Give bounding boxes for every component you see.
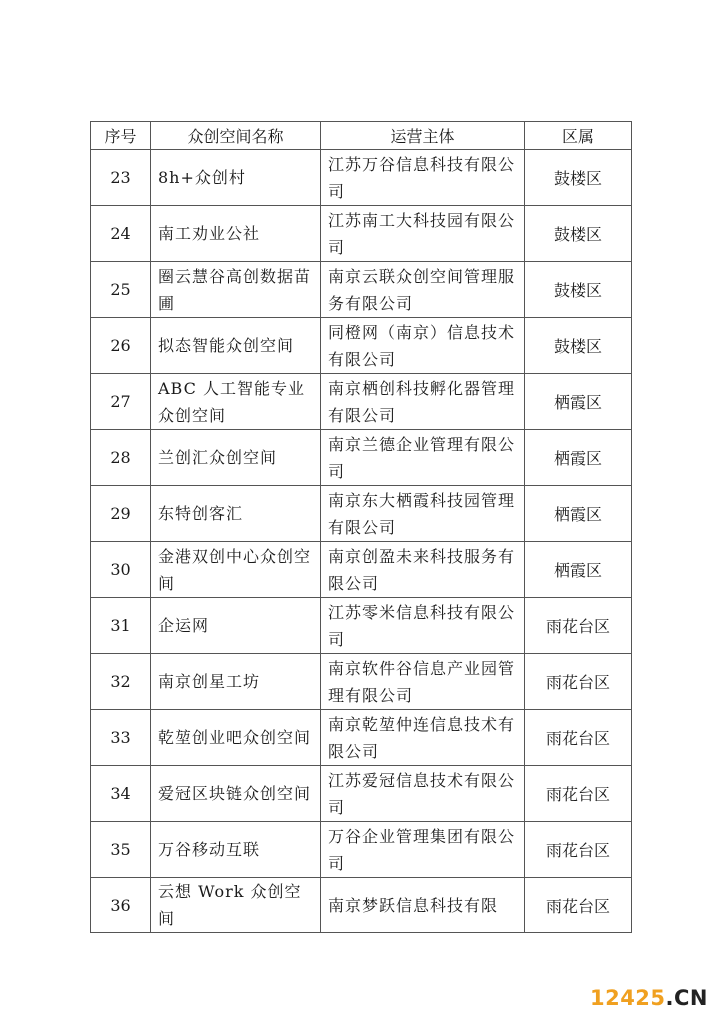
table-row bbox=[91, 598, 632, 654]
row-operator: 万谷企业管理集团有限公司 bbox=[321, 822, 525, 878]
row-district: 鼓楼区 bbox=[525, 206, 632, 262]
row-district: 雨花台区 bbox=[525, 710, 632, 766]
row-space-name: 乾堃创业吧众创空间 bbox=[151, 710, 321, 766]
table-row bbox=[91, 486, 632, 542]
row-operator: 江苏南工大科技园有限公司 bbox=[321, 206, 525, 262]
row-number: 27 bbox=[91, 374, 151, 430]
row-district: 鼓楼区 bbox=[525, 262, 632, 318]
row-district: 鼓楼区 bbox=[525, 318, 632, 374]
row-operator: 南京软件谷信息产业园管理有限公司 bbox=[321, 654, 525, 710]
table-row bbox=[91, 150, 632, 206]
row-space-name: 南工劝业公社 bbox=[151, 206, 321, 262]
table-row bbox=[91, 430, 632, 486]
row-number: 31 bbox=[91, 598, 151, 654]
row-number: 23 bbox=[91, 150, 151, 206]
row-space-name: 8h+众创村 bbox=[151, 150, 321, 206]
site-watermark bbox=[590, 986, 708, 1010]
row-operator: 江苏万谷信息科技有限公司 bbox=[321, 150, 525, 206]
row-number: 32 bbox=[91, 654, 151, 710]
table-row bbox=[91, 766, 632, 822]
row-space-name: 圈云慧谷高创数据苗圃 bbox=[151, 262, 321, 318]
row-district: 栖霞区 bbox=[525, 486, 632, 542]
row-number: 26 bbox=[91, 318, 151, 374]
row-space-name: ABC 人工智能专业众创空间 bbox=[151, 374, 321, 430]
row-operator: 南京云联众创空间管理服务有限公司 bbox=[321, 262, 525, 318]
row-operator: 南京梦跃信息科技有限 bbox=[321, 878, 525, 933]
row-operator: 南京兰德企业管理有限公司 bbox=[321, 430, 525, 486]
row-space-name: 企运网 bbox=[151, 598, 321, 654]
row-number: 24 bbox=[91, 206, 151, 262]
row-space-name: 南京创星工坊 bbox=[151, 654, 321, 710]
header-number: 序号 bbox=[91, 122, 151, 150]
row-space-name: 东特创客汇 bbox=[151, 486, 321, 542]
row-district: 栖霞区 bbox=[525, 430, 632, 486]
table-row bbox=[91, 206, 632, 262]
table-header-row bbox=[91, 122, 632, 150]
space-list-table bbox=[90, 121, 632, 933]
row-number: 25 bbox=[91, 262, 151, 318]
row-number: 28 bbox=[91, 430, 151, 486]
row-space-name: 拟态智能众创空间 bbox=[151, 318, 321, 374]
table-row bbox=[91, 822, 632, 878]
row-number: 34 bbox=[91, 766, 151, 822]
row-district: 雨花台区 bbox=[525, 598, 632, 654]
table-row bbox=[91, 262, 632, 318]
table-row bbox=[91, 318, 632, 374]
row-number: 30 bbox=[91, 542, 151, 598]
row-space-name: 万谷移动互联 bbox=[151, 822, 321, 878]
row-operator: 南京创盈未来科技服务有限公司 bbox=[321, 542, 525, 598]
row-space-name: 金港双创中心众创空间 bbox=[151, 542, 321, 598]
row-number: 35 bbox=[91, 822, 151, 878]
row-district: 雨花台区 bbox=[525, 766, 632, 822]
header-space-name: 众创空间名称 bbox=[151, 122, 321, 150]
row-district: 雨花台区 bbox=[525, 822, 632, 878]
header-operator: 运营主体 bbox=[321, 122, 525, 150]
row-space-name: 云想 Work 众创空间 bbox=[151, 878, 321, 933]
watermark-number: 12425 bbox=[589, 986, 666, 1010]
row-number: 29 bbox=[91, 486, 151, 542]
header-district: 区属 bbox=[525, 122, 632, 150]
row-operator: 南京栖创科技孵化器管理有限公司 bbox=[321, 374, 525, 430]
row-number: 33 bbox=[91, 710, 151, 766]
row-operator: 南京乾堃仲连信息技术有限公司 bbox=[321, 710, 525, 766]
row-operator: 江苏爱冠信息技术有限公司 bbox=[321, 766, 525, 822]
table-row bbox=[91, 374, 632, 430]
row-district: 雨花台区 bbox=[525, 878, 632, 933]
row-number: 36 bbox=[91, 878, 151, 933]
row-district: 栖霞区 bbox=[525, 542, 632, 598]
row-space-name: 兰创汇众创空间 bbox=[151, 430, 321, 486]
table-row bbox=[91, 654, 632, 710]
row-operator: 江苏零米信息科技有限公司 bbox=[321, 598, 525, 654]
row-space-name: 爱冠区块链众创空间 bbox=[151, 766, 321, 822]
table-row bbox=[91, 542, 632, 598]
table-row bbox=[91, 878, 632, 933]
row-district: 雨花台区 bbox=[525, 654, 632, 710]
row-district: 栖霞区 bbox=[525, 374, 632, 430]
table-row bbox=[91, 710, 632, 766]
row-district: 鼓楼区 bbox=[525, 150, 632, 206]
watermark-domain: .CN bbox=[665, 986, 708, 1010]
row-operator: 南京东大栖霞科技园管理有限公司 bbox=[321, 486, 525, 542]
row-operator: 同橙网（南京）信息技术有限公司 bbox=[321, 318, 525, 374]
